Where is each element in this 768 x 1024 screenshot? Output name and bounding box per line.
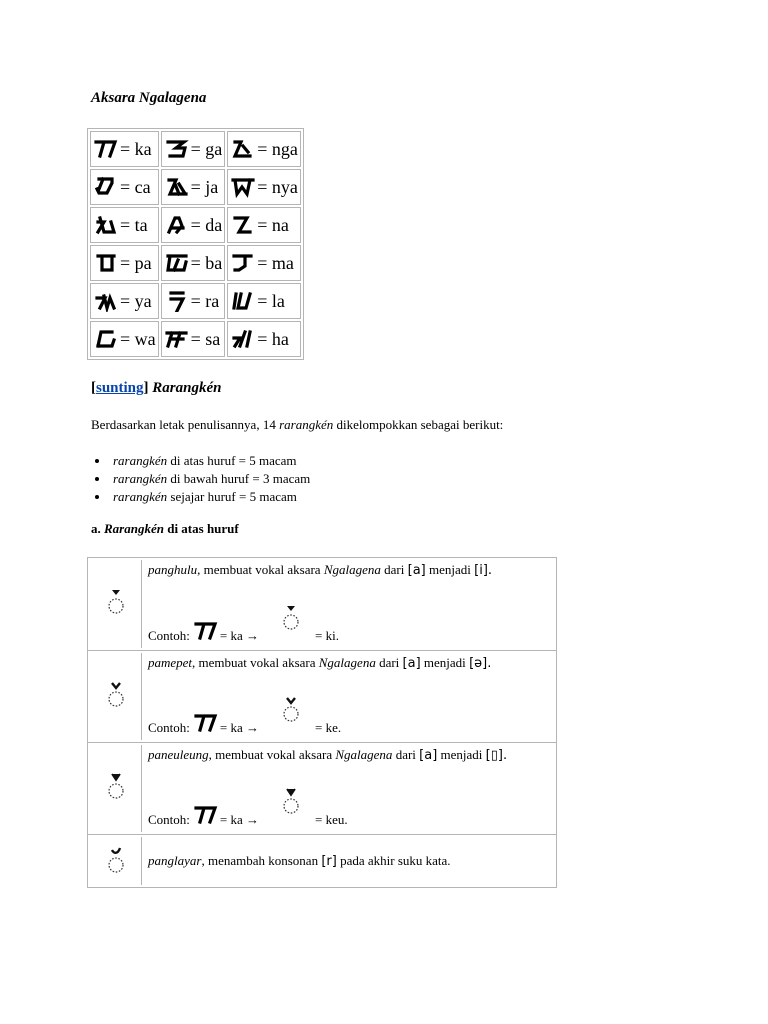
consonant-label: = nya <box>257 176 298 197</box>
rarangken-symbol-cell <box>90 837 142 885</box>
rarangken-description-cell <box>146 837 554 885</box>
consonant-label: = na <box>257 214 289 235</box>
example-result-glyph <box>259 700 315 736</box>
consonant-label: = pa <box>120 252 152 273</box>
rarangken-row-panglayar <box>88 835 556 887</box>
aksara-ka-glyph-icon <box>94 138 118 160</box>
consonant-label: = ka <box>120 138 152 159</box>
aksara-ga-glyph-icon <box>165 138 189 160</box>
aksara-ma-glyph-icon <box>231 252 255 274</box>
aksara-ka-glyph-icon <box>194 620 218 642</box>
consonant-row <box>90 245 301 281</box>
rarangken-description-cell <box>146 745 554 832</box>
aksara-ra-glyph-icon <box>165 290 189 312</box>
consonant-label: = ja <box>190 176 219 197</box>
aksara-wa-glyph-icon <box>94 328 118 350</box>
rarangken-description: panghulu, membuat vokal aksara Ngalagena dari [a] menjadi [i]. <box>148 562 493 578</box>
subsection-heading: a. Rarangkén di atas huruf <box>91 521 239 536</box>
aksara-ya-glyph-icon <box>94 290 118 312</box>
rarangken-example: Contoh: = ka → = keu. <box>148 792 348 828</box>
consonant-label: = wa <box>120 328 156 349</box>
example-result-glyph <box>259 608 315 644</box>
consonant-cell <box>227 283 301 319</box>
consonant-cell <box>161 169 226 205</box>
consonant-label: = ga <box>190 138 223 159</box>
consonant-cell <box>161 131 226 167</box>
aksara-ja-glyph-icon <box>165 176 189 198</box>
rarangken-example: Contoh: = ka → = ke. <box>148 700 341 736</box>
rarangken-table <box>87 557 557 888</box>
consonant-cell <box>161 321 226 357</box>
edit-link[interactable]: sunting <box>96 380 144 396</box>
consonant-row <box>90 321 301 357</box>
consonant-label: = ma <box>257 252 294 273</box>
consonant-label: = la <box>257 290 285 311</box>
consonant-cell <box>90 169 159 205</box>
aksara-da-glyph-icon <box>165 214 189 236</box>
aksara-ta-glyph-icon <box>94 214 118 236</box>
page-title: Aksara Ngalagena <box>91 90 207 106</box>
consonant-label: = ha <box>257 328 289 349</box>
consonant-row <box>90 207 301 243</box>
consonant-row <box>90 283 301 319</box>
intro-paragraph: Berdasarkan letak penulisannya, 14 rarangkén dikelompokkan sebagai berikut: <box>91 417 504 432</box>
list-item: rarangkén di atas huruf = 5 macam <box>113 452 310 470</box>
section-title: Rarangkén <box>152 380 222 396</box>
consonant-cell <box>90 283 159 319</box>
rarangken-symbol-cell <box>90 653 142 740</box>
aksara-ha-glyph-icon <box>231 328 255 350</box>
aksara-ca-glyph-icon <box>94 176 118 198</box>
consonant-table <box>87 128 304 360</box>
consonant-cell <box>227 207 301 243</box>
aksara-la-glyph-icon <box>231 290 255 312</box>
rarangken-description-cell <box>146 560 554 648</box>
paneuleung-mark-example-icon <box>279 786 303 820</box>
bullet-icon <box>95 477 99 481</box>
panglayar-mark-icon <box>104 845 128 880</box>
rarangken-row-pamepet <box>88 651 556 743</box>
pamepet-mark-icon <box>104 679 128 714</box>
aksara-ka-glyph-icon <box>194 712 218 734</box>
consonant-cell <box>227 245 301 281</box>
aksara-nga-glyph-icon <box>231 138 255 160</box>
consonant-label: = ta <box>120 214 148 235</box>
consonant-cell <box>90 131 159 167</box>
consonant-label: = da <box>190 214 223 235</box>
list-item: rarangkén di bawah huruf = 3 macam <box>113 470 310 488</box>
paneuleung-mark-icon <box>104 771 128 806</box>
consonant-label: = ca <box>120 176 151 197</box>
panghulu-mark-example-icon <box>279 602 303 636</box>
consonant-label: = ba <box>190 252 223 273</box>
aksara-ka-glyph-icon <box>194 804 218 826</box>
consonant-cell <box>227 169 301 205</box>
consonant-cell <box>227 131 301 167</box>
consonant-cell <box>161 207 226 243</box>
consonant-label: = ra <box>190 290 220 311</box>
pamepet-mark-example-icon <box>279 694 303 728</box>
rarangken-row-panghulu <box>88 558 556 651</box>
consonant-cell <box>161 283 226 319</box>
section-heading: [sunting] Rarangkén <box>91 380 222 396</box>
list-item: rarangkén sejajar huruf = 5 macam <box>113 488 310 506</box>
rarangken-list <box>113 452 310 506</box>
aksara-ba-glyph-icon <box>165 252 189 274</box>
consonant-label: = nga <box>257 138 298 159</box>
rarangken-description: panglayar, menambah konsonan [r] pada akhir suku kata. <box>148 853 451 869</box>
consonant-row <box>90 169 301 205</box>
aksara-nya-glyph-icon <box>231 176 255 198</box>
consonant-row <box>90 131 301 167</box>
consonant-cell <box>90 321 159 357</box>
rarangken-description: pamepet, membuat vokal aksara Ngalagena dari [a] menjadi [ə]. <box>148 655 492 671</box>
rarangken-example: Contoh: = ka → = ki. <box>148 608 339 644</box>
aksara-na-glyph-icon <box>231 214 255 236</box>
rarangken-symbol-cell <box>90 560 142 648</box>
consonant-cell <box>90 207 159 243</box>
rarangken-row-paneuleung <box>88 743 556 835</box>
consonant-cell <box>161 245 226 281</box>
rarangken-description: paneuleung, membuat vokal aksara Ngalagena dari [a] menjadi [▯]. <box>148 747 508 763</box>
rarangken-symbol-cell <box>90 745 142 832</box>
consonant-cell <box>90 245 159 281</box>
bullet-icon <box>95 495 99 499</box>
aksara-pa-glyph-icon <box>94 252 118 274</box>
consonant-label: = sa <box>190 328 221 349</box>
consonant-cell <box>227 321 301 357</box>
example-result-glyph <box>259 792 315 828</box>
panghulu-mark-icon <box>104 586 128 621</box>
consonant-label: = ya <box>120 290 152 311</box>
bullet-icon <box>95 459 99 463</box>
rarangken-description-cell <box>146 653 554 740</box>
aksara-sa-glyph-icon <box>165 328 189 350</box>
